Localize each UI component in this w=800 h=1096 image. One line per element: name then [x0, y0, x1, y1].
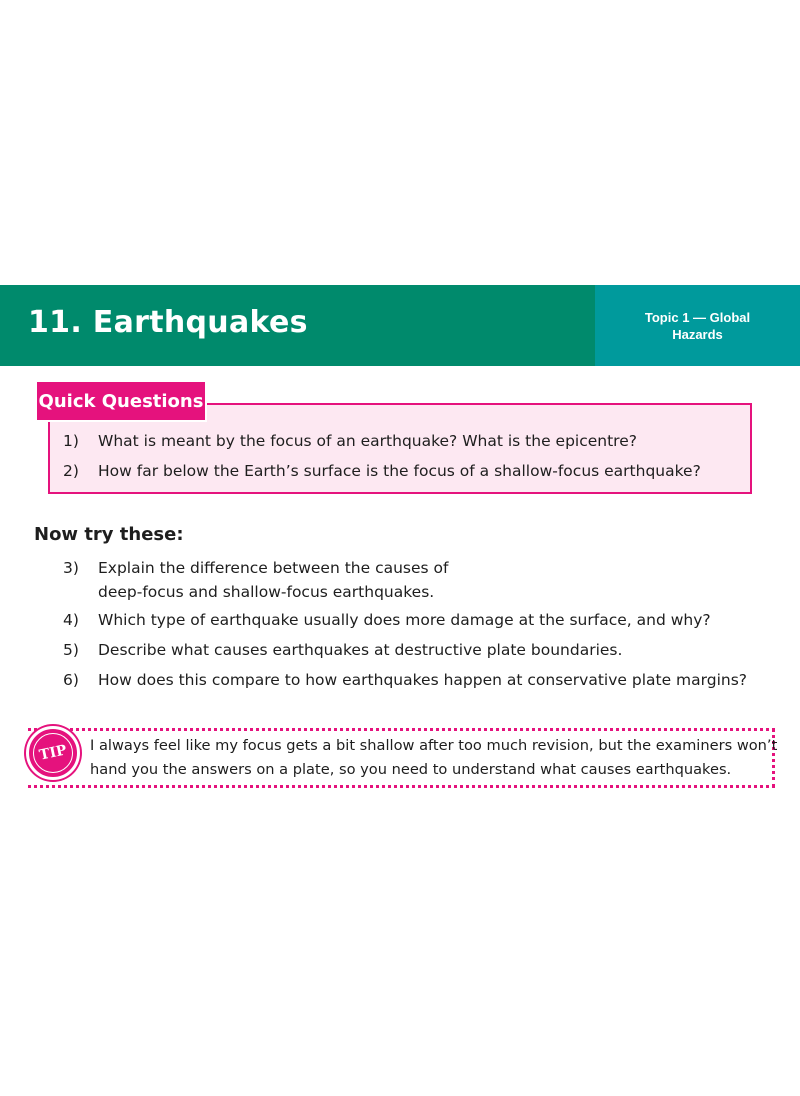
tip-line-1: I always feel like my focus gets a bit shallow after too much revision, but the examiners won’t: [90, 737, 778, 754]
question-number: 6): [63, 671, 79, 689]
question-number: 1): [63, 432, 79, 450]
question-text: Explain the difference between the causes of: [98, 559, 449, 577]
question-number: 5): [63, 641, 79, 659]
tip-badge: [26, 726, 80, 780]
question-text: deep-focus and shallow-focus earthquakes.: [98, 583, 435, 601]
quick-questions-label: Quick Questions: [35, 380, 207, 422]
tip-text: [90, 734, 778, 782]
question-number: 2): [63, 462, 79, 480]
topic-line-1: Topic 1 — Global: [644, 309, 751, 325]
topic-label: [595, 285, 800, 366]
topic-line-2: Hazards: [672, 326, 723, 342]
question-text: Describe what causes earthquakes at destructive plate boundaries.: [98, 641, 623, 659]
question-text: How far below the Earth’s surface is the focus of a shallow-focus earthquake?: [98, 462, 701, 480]
page-title: 11. Earthquakes: [28, 305, 308, 340]
tip-badge-label: TIP: [37, 742, 69, 764]
question-text: What is meant by the focus of an earthquake? What is the epicentre?: [98, 432, 637, 450]
tip-line-2: hand you the answers on a plate, so you need to understand what causes earthquakes.: [90, 761, 732, 778]
question-text: How does this compare to how earthquakes happen at conservative plate margins?: [98, 671, 748, 689]
question-text: Which type of earthquake usually does more damage at the surface, and why?: [98, 611, 711, 629]
question-number: 3): [63, 559, 79, 577]
now-try-heading: Now try these:: [34, 524, 184, 545]
question-number: 4): [63, 611, 79, 629]
